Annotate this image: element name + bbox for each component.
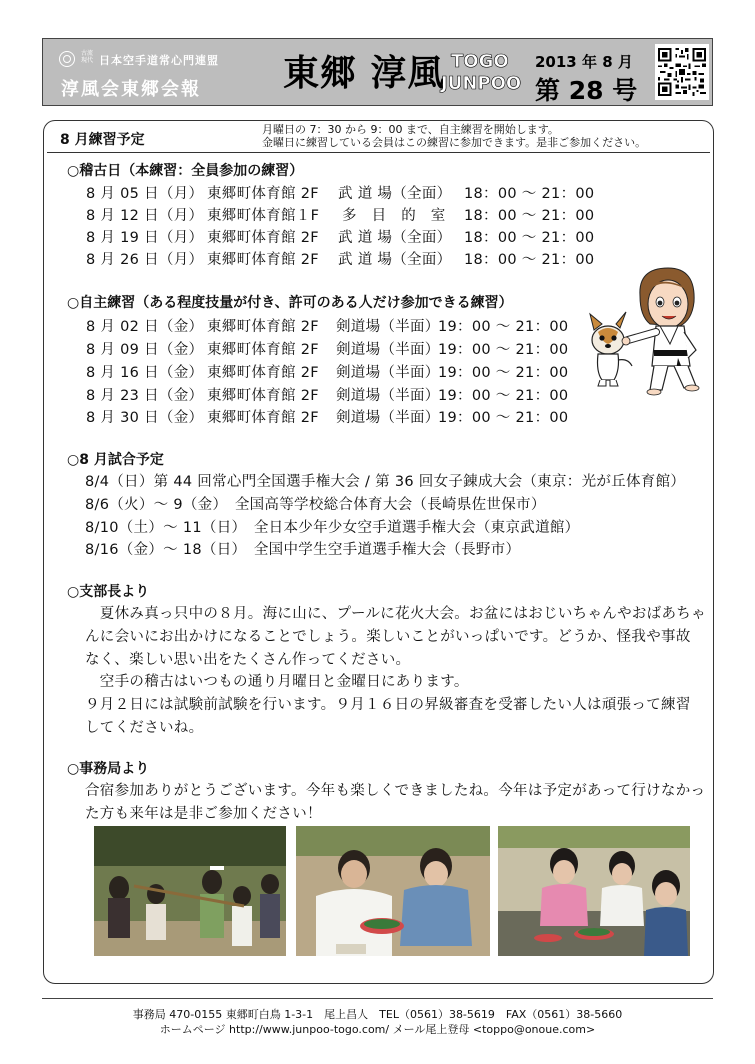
school-label: 古流現代 <box>81 50 94 64</box>
row-date: 8 月 02 日（金） <box>86 319 204 335</box>
row-date: 8 月 16 日（金） <box>86 365 204 381</box>
row-place: 東郷町体育館１F <box>207 208 320 224</box>
paper-name: 淳風会東郷会報 <box>61 79 201 100</box>
row-place: 東郷町体育館 2F <box>207 186 319 202</box>
row-time: 19：00 〜 21：00 <box>438 388 569 404</box>
issue-date: 2013 年 8 月 <box>535 53 633 71</box>
schedule-title: 8 月練習予定 <box>60 132 145 148</box>
shibucho-text-line: ９月２日には試験前試験を行います。９月１６日の昇級審査を受審したい人は頑張って練習 <box>85 697 691 713</box>
row-place: 東郷町体育館 2F <box>207 365 319 381</box>
newsletter-title: 東郷 淳風 <box>283 52 445 94</box>
karate-illustration <box>580 262 710 400</box>
row-date: 8 月 19 日（月） <box>86 230 204 246</box>
row-time: 19：00 〜 21：00 <box>438 319 569 335</box>
shiai-item: 8/4（日）第 44 回常心門全国選手権大会 / 第 36 回女子錬成大会（東京：光が丘体育館） <box>85 474 686 490</box>
shibucho-text-line: んに会いにお出かけになることでしょう。楽しいことがいっぱいです。どうか、怪我や事故 <box>85 629 691 645</box>
divider <box>47 152 710 153</box>
row-room: 武 道 場（全面） <box>338 186 452 202</box>
row-room: 剣道場（半面） <box>336 410 440 426</box>
row-time: 19：00 〜 21：00 <box>438 410 569 426</box>
masthead <box>42 38 713 106</box>
camp-photo <box>296 826 490 956</box>
footer-web: ホームページ http://www.junpoo-togo.com/ メール尾上登母 <toppo@onoue.com> <box>159 1023 596 1036</box>
row-date: 8 月 26 日（月） <box>86 252 204 268</box>
schedule-note-line: 金曜日に練習している会員はこの練習に参加できます。是非ご参加ください。 <box>262 136 647 149</box>
title-en-junpoo: JUNPOO <box>441 73 522 94</box>
title-en-togo: TOGO <box>451 51 509 72</box>
row-room: 剣道場（半面） <box>336 319 440 335</box>
keiko-heading: ○稽古日（本練習：全員参加の練習） <box>67 163 304 179</box>
row-room: 剣道場（半面） <box>336 342 440 358</box>
row-room: 剣道場（半面） <box>336 365 440 381</box>
shiai-item: 8/16（金）〜 18（日） 全国中学生空手道選手権大会（長野市） <box>85 542 521 558</box>
jishu-heading: ○自主練習（ある程度技量が付き、許可のある人だけ参加できる練習） <box>67 295 513 311</box>
shiai-item: 8/10（土）〜 11（日） 全日本少年少女空手道選手権大会（東京武道館） <box>85 520 580 536</box>
row-time: 18：00 〜 21：00 <box>464 208 595 224</box>
row-time: 18：00 〜 21：00 <box>464 230 595 246</box>
row-time: 18：00 〜 21：00 <box>464 186 595 202</box>
row-date: 8 月 30 日（金） <box>86 410 204 426</box>
row-place: 東郷町体育館 2F <box>207 342 319 358</box>
shibucho-text-line: 空手の稽古はいつもの通り月曜日と金曜日にあります。 <box>85 674 469 690</box>
row-room: 武 道 場（全面） <box>338 252 452 268</box>
camp-photo <box>94 826 286 956</box>
jimukyoku-text-line: 合宿参加ありがとうございます。今年も楽しくできましたね。今年は予定があって行けなかっ <box>85 783 706 799</box>
shiai-heading: ○8 月試合予定 <box>67 452 164 468</box>
row-place: 東郷町体育館 2F <box>207 319 319 335</box>
shiai-item: 8/6（火）〜 9（金） 全国高等学校総合体育大会（長崎県佐世保市） <box>85 497 546 513</box>
schedule-note-line: 月曜日の 7：30 から 9：00 まで、自主練習を開始します。 <box>262 123 559 136</box>
schedule-note <box>262 123 646 149</box>
shibucho-text-line: してくださいね。 <box>85 720 204 736</box>
row-time: 19：00 〜 21：00 <box>438 342 569 358</box>
shibucho-text-line: 夏休み真っ只中の８月。海に山に、プールに花火大会。お盆にはおじいちゃんやおばあちゃ <box>85 606 706 622</box>
row-time: 18：00 〜 21：00 <box>464 252 595 268</box>
row-room: 武 道 場（全面） <box>338 230 452 246</box>
footer-contact: 事務局 470-0155 東郷町白鳥 1-3-1 尾上昌人 TEL（0561）38-5619 FAX（0561）38-5660 <box>132 1008 623 1021</box>
jimukyoku-heading: ○事務局より <box>67 761 150 777</box>
league-name: 日本空手道常心門連盟 <box>99 54 219 67</box>
row-place: 東郷町体育館 2F <box>207 252 319 268</box>
footer-divider <box>42 998 713 999</box>
row-place: 東郷町体育館 2F <box>207 388 319 404</box>
emblem-icon <box>59 51 75 67</box>
jimukyoku-text-line: た方も来年は是非ご参加ください！ <box>85 806 322 822</box>
row-place: 東郷町体育館 2F <box>207 410 319 426</box>
shibucho-heading: ○支部長より <box>67 584 150 600</box>
shibucho-text-line: なく、楽しい思い出をたくさん作ってください。 <box>85 652 411 668</box>
row-time: 19：00 〜 21：00 <box>438 365 569 381</box>
masthead-left <box>53 47 278 99</box>
row-room: 剣道場（半面） <box>336 388 440 404</box>
qr-code-icon <box>655 44 709 100</box>
row-room: 多 目 的 室 <box>342 208 446 224</box>
row-date: 8 月 09 日（金） <box>86 342 204 358</box>
row-date: 8 月 23 日（金） <box>86 388 204 404</box>
row-date: 8 月 05 日（月） <box>86 186 204 202</box>
issue-number: 第 28 号 <box>535 76 638 105</box>
row-date: 8 月 12 日（月） <box>86 208 204 224</box>
row-place: 東郷町体育館 2F <box>207 230 319 246</box>
camp-photo <box>498 826 690 956</box>
